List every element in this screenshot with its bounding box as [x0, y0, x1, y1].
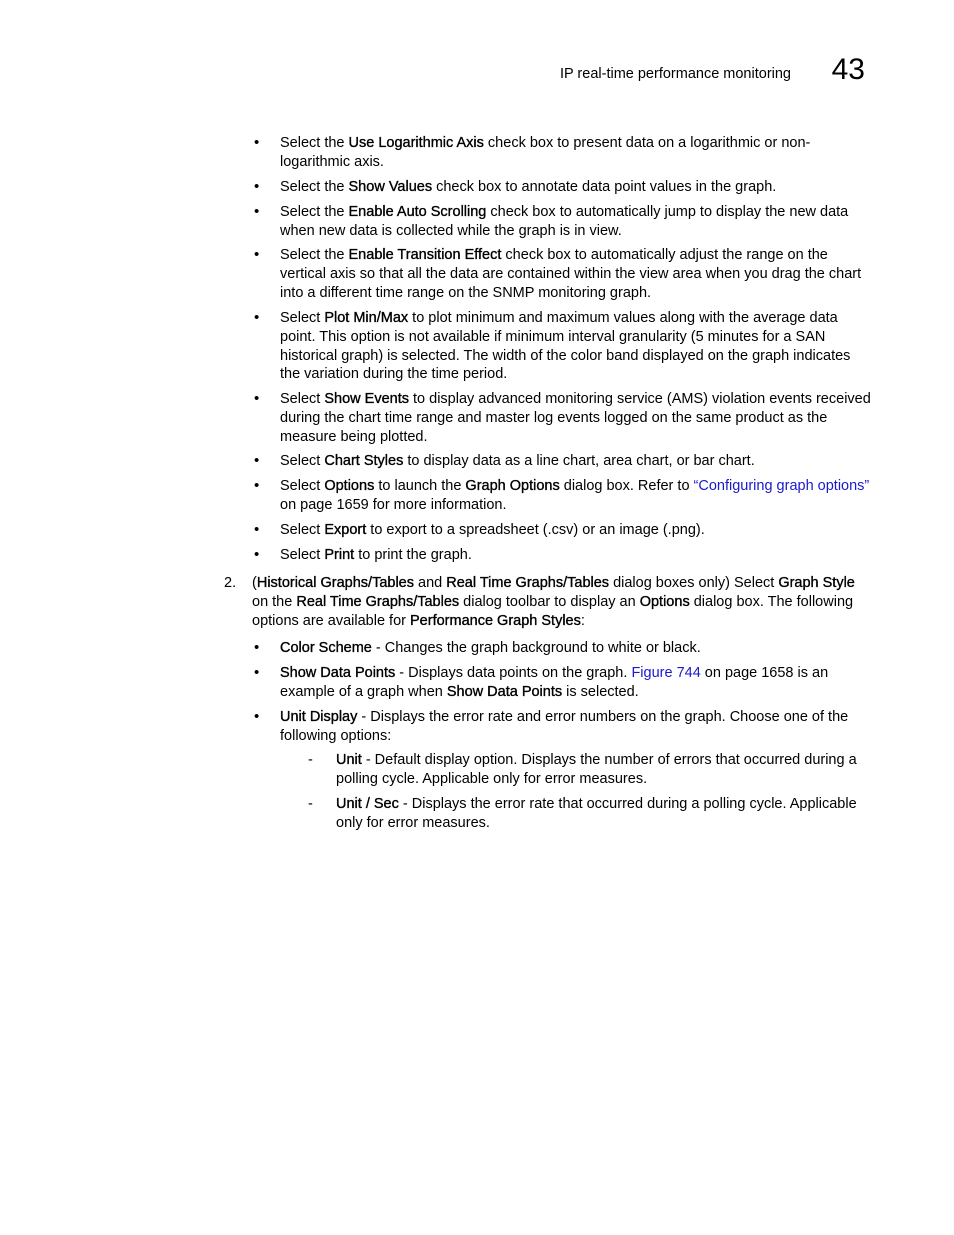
figure-744-link[interactable]: Figure 744 [631, 665, 701, 681]
bullet-icon: • [254, 664, 260, 681]
list-item: Select Plot Min/Max to plot minimum and maximum values along with the average data point. This option is not available if minimum interval granularity (5 minutes for a SAN historical graph) is selected. The width of the color band displayed on the graph indicates the variation during the time period. [280, 310, 851, 383]
step-number: 2. [224, 575, 237, 591]
bullet-icon: • [254, 134, 260, 151]
list-item: Select Print to print the graph. [280, 547, 472, 563]
bullet-icon: • [254, 521, 260, 538]
dash-marker: - [308, 752, 313, 768]
list-item: Select the Use Logarithmic Axis check box to present data on a logarithmic or non-logarithmic axis. [280, 135, 811, 170]
list-item: Select the Show Values check box to annotate data point values in the graph. [280, 179, 777, 195]
bullet-icon: • [254, 546, 260, 563]
bullet-icon: • [254, 708, 260, 725]
dash-marker: - [308, 796, 313, 812]
list-item-options: Select Options to launch the Graph Options dialog box. Refer to “Configuring graph options” on page 1659 for more information. [280, 478, 870, 513]
bullet-icon: • [254, 203, 260, 220]
list-item-color-scheme: Color Scheme - Changes the graph background to white or black. [280, 640, 701, 656]
list-item: Select Chart Styles to display data as a line chart, area chart, or bar chart. [280, 453, 755, 469]
list-item: Select the Enable Transition Effect check box to automatically adjust the range on the vertical axis so that all the data are contained within the view area when you drag the chart into a different time range on the SNMP monitoring graph. [280, 247, 862, 301]
configuring-graph-options-link[interactable]: “Configuring graph options” [693, 478, 870, 494]
list-item-show-data-points: Show Data Points - Displays data points on the graph. Figure 744 on page 1658 is an example of a graph when Show Data Points is selected. [280, 665, 829, 700]
list-item: Select Export to export to a spreadsheet (.csv) or an image (.png). [280, 522, 705, 538]
list-item: Select the Enable Auto Scrolling check box to automatically jump to display the new data when new data is collected while the graph is in view. [280, 204, 849, 239]
bullet-icon: • [254, 452, 260, 469]
list-item: Select Show Events to display advanced monitoring service (AMS) violation events received during the chart time range and master log events logged on the same product as the measure being plotted. [280, 391, 871, 445]
running-header-title: IP real-time performance monitoring [559, 66, 791, 82]
bullet-icon: • [254, 178, 260, 195]
bullet-icon: • [254, 246, 260, 263]
chapter-number: 43 [831, 53, 865, 86]
sub-list-item-unit-per-sec: Unit / Sec - Displays the error rate that occurred during a polling cycle. Applicable only for error measures. [336, 796, 857, 831]
sub-list-item-unit: Unit - Default display option. Displays the number of errors that occurred during a polling cycle. Applicable only for error measures. [336, 752, 857, 787]
step-text: (Historical Graphs/Tables and Real Time Graphs/Tables dialog boxes only) Select Graph Style on the Real Time Graphs/Tables dialog toolbar to display an Options dialog box. The following options are available for Performance Graph Styles: [252, 575, 855, 629]
bullet-icon: • [254, 639, 260, 656]
bullet-icon: • [254, 477, 260, 494]
list-item-unit-display: Unit Display - Displays the error rate and error numbers on the graph. Choose one of the following options: [280, 709, 849, 744]
bullet-icon: • [254, 309, 260, 326]
bullet-icon: • [254, 390, 260, 407]
